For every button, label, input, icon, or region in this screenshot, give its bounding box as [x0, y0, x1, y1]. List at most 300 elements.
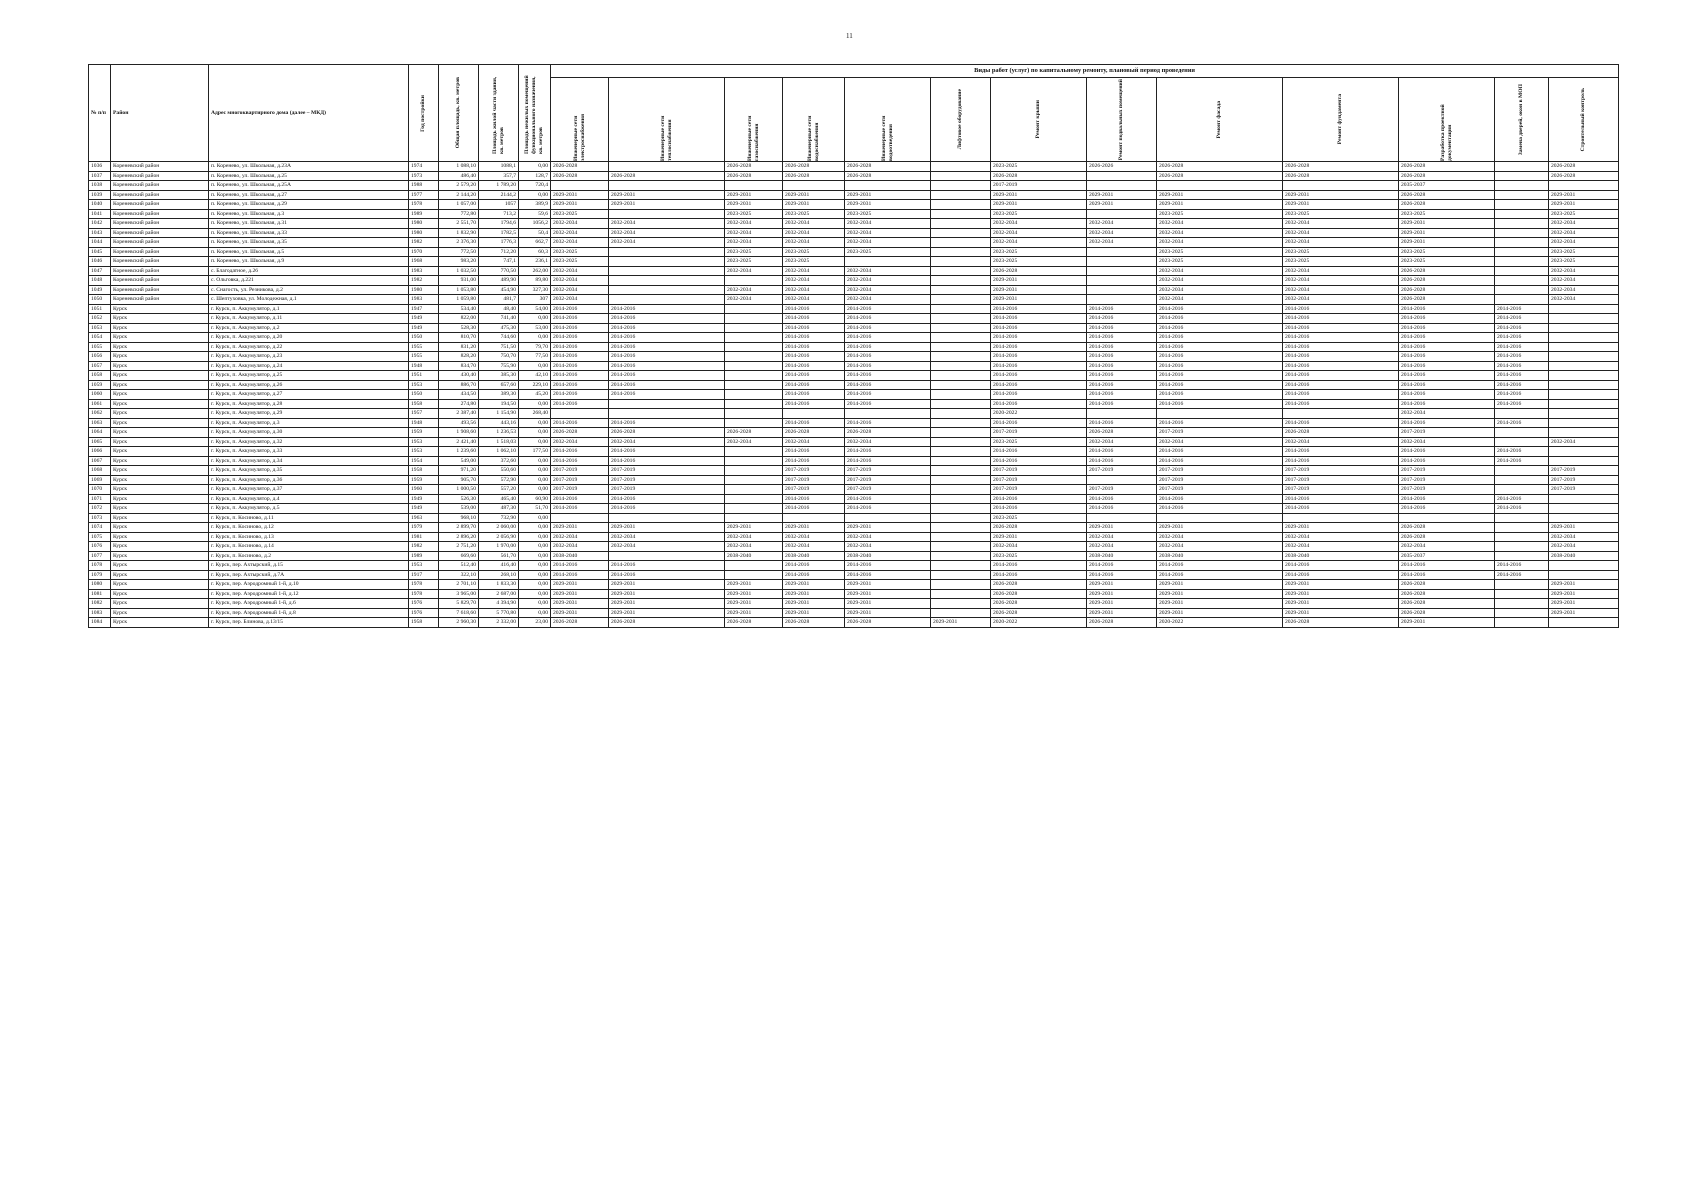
work-period-cell: 2026-2028	[845, 428, 931, 438]
nonres-area-cell: 45,20	[519, 390, 551, 400]
work-period-cell: 2014-2016	[1283, 304, 1399, 314]
row-number: 1078	[89, 561, 111, 571]
work-period-cell: 2032-2034	[845, 238, 931, 248]
work-period-cell: 2014-2016	[1157, 304, 1283, 314]
total-area-cell: 512,40	[439, 561, 479, 571]
row-number: 1075	[89, 532, 111, 542]
address-cell: г. Курск, п. Аккумулятор, д.2	[209, 323, 409, 333]
work-period-cell	[931, 181, 991, 191]
work-period-cell: 2026-2028	[1399, 266, 1495, 276]
district-cell: Курск	[111, 475, 209, 485]
work-period-cell	[725, 390, 783, 400]
work-period-cell: 2017-2019	[551, 475, 609, 485]
work-period-cell: 2032-2034	[551, 276, 609, 286]
total-area-cell: 772,80	[439, 209, 479, 219]
work-period-cell: 2032-2034	[845, 542, 931, 552]
work-period-cell	[845, 513, 931, 523]
work-period-cell	[1283, 513, 1399, 523]
capital-repair-table	[88, 64, 1619, 628]
work-period-cell: 2014-2016	[609, 494, 725, 504]
total-area-cell: 486,40	[439, 171, 479, 181]
work-period-cell	[1157, 513, 1283, 523]
address-cell: п. Коренево, ул. Школьная, д.5	[209, 247, 409, 257]
work-period-cell	[1283, 181, 1399, 191]
work-period-cell: 2014-2016	[783, 418, 845, 428]
row-number: 1076	[89, 542, 111, 552]
total-area-cell: 2 376,30	[439, 238, 479, 248]
work-period-cell: 2029-2031	[1549, 599, 1619, 609]
work-period-cell: 2029-2031	[1549, 200, 1619, 210]
work-period-cell: 2032-2034	[783, 542, 845, 552]
work-period-cell: 2026-2028	[1157, 162, 1283, 172]
page-number: 11	[846, 32, 853, 40]
work-period-cell: 2032-2034	[991, 228, 1087, 238]
district-cell: Курск	[111, 504, 209, 514]
work-period-cell: 2026-2028	[1399, 608, 1495, 618]
work-period-cell: 2017-2019	[1283, 485, 1399, 495]
work-period-cell: 2032-2034	[1157, 532, 1283, 542]
table-row	[89, 456, 1619, 466]
work-period-cell: 2014-2016	[1157, 504, 1283, 514]
work-period-cell: 2014-2016	[1157, 314, 1283, 324]
work-period-cell: 2029-2031	[845, 580, 931, 590]
total-area-cell: 2 896,20	[439, 532, 479, 542]
living-area-cell: 713,2	[479, 209, 519, 219]
work-period-cell: 2014-2016	[551, 323, 609, 333]
work-period-cell: 2029-2031	[991, 190, 1087, 200]
year-cell: 1970	[409, 247, 439, 257]
work-period-cell	[1087, 257, 1157, 267]
table-row	[89, 390, 1619, 400]
work-period-cell: 2017-2019	[1399, 475, 1495, 485]
work-period-cell: 2014-2016	[1087, 371, 1157, 381]
work-period-cell: 2014-2016	[1087, 323, 1157, 333]
work-period-cell: 2029-2031	[551, 589, 609, 599]
year-cell: 1958	[409, 466, 439, 476]
work-period-cell: 2014-2016	[845, 399, 931, 409]
year-cell: 1968	[409, 257, 439, 267]
work-period-cell: 2032-2034	[1283, 219, 1399, 229]
work-period-cell	[1549, 371, 1619, 381]
work-period-cell: 2026-2028	[1399, 589, 1495, 599]
work-period-cell	[931, 475, 991, 485]
work-period-cell: 2029-2031	[1157, 599, 1283, 609]
living-area-cell: 1782,5	[479, 228, 519, 238]
work-period-cell: 2014-2016	[845, 304, 931, 314]
work-period-cell	[1549, 447, 1619, 457]
row-number: 1055	[89, 342, 111, 352]
work-period-cell: 2038-2040	[783, 551, 845, 561]
work-period-cell: 2032-2034	[991, 219, 1087, 229]
work-period-cell: 2014-2016	[845, 561, 931, 571]
work-period-cell: 2014-2016	[991, 561, 1087, 571]
work-period-cell: 2032-2034	[1157, 219, 1283, 229]
work-period-cell	[931, 257, 991, 267]
row-number: 1041	[89, 209, 111, 219]
work-period-cell: 2014-2016	[609, 342, 725, 352]
work-period-cell: 2014-2016	[1399, 352, 1495, 362]
address-cell: г. Курск, п. Аккумулятор, д.34	[209, 456, 409, 466]
work-period-cell: 2029-2031	[1283, 589, 1399, 599]
living-area-cell: 5 770,80	[479, 608, 519, 618]
work-period-cell	[725, 504, 783, 514]
address-cell: г. Курск, п. Аккумулятор, д.36	[209, 475, 409, 485]
nonres-area-cell: 662,7	[519, 238, 551, 248]
address-cell: г. Курск, п. Аккумулятор, д.3	[209, 418, 409, 428]
nonres-area-cell: 50,4	[519, 228, 551, 238]
work-period-cell: 2014-2016	[1495, 418, 1549, 428]
work-period-cell: 2029-2031	[1549, 523, 1619, 533]
work-period-cell	[931, 266, 991, 276]
total-area-cell: 528,30	[439, 323, 479, 333]
work-period-cell: 2014-2016	[1495, 447, 1549, 457]
district-cell: Кореневский район	[111, 266, 209, 276]
work-period-cell: 2023-2025	[725, 257, 783, 267]
work-period-cell: 2032-2034	[1087, 228, 1157, 238]
living-area-cell: 372,60	[479, 456, 519, 466]
address-cell: с. Ольговка, д.221	[209, 276, 409, 286]
district-cell: Курск	[111, 589, 209, 599]
nonres-area-cell: 59,6	[519, 209, 551, 219]
work-period-cell: 2017-2019	[1549, 466, 1619, 476]
total-area-cell: 968,10	[439, 513, 479, 523]
row-number: 1052	[89, 314, 111, 324]
year-cell: 1949	[409, 494, 439, 504]
work-period-cell: 2029-2031	[1549, 589, 1619, 599]
work-period-cell: 2032-2034	[1087, 532, 1157, 542]
work-period-cell	[1549, 304, 1619, 314]
work-period-cell	[725, 304, 783, 314]
work-period-cell: 2026-2028	[1087, 428, 1157, 438]
work-period-cell: 2017-2019	[845, 466, 931, 476]
living-area-cell: 1 518,03	[479, 437, 519, 447]
living-area-cell: 2 060,00	[479, 523, 519, 533]
address-cell: г. Курск, п. Косиново, д.2	[209, 551, 409, 561]
work-period-cell: 2032-2034	[845, 437, 931, 447]
nonres-area-cell: 236,1	[519, 257, 551, 267]
work-period-cell: 2029-2031	[609, 599, 725, 609]
district-cell: Кореневский район	[111, 257, 209, 267]
work-period-cell: 2026-2028	[845, 618, 931, 628]
total-area-cell: 1 088,10	[439, 162, 479, 172]
living-area-cell: 750,70	[479, 352, 519, 362]
work-period-cell: 2014-2016	[1087, 333, 1157, 343]
work-period-cell	[1087, 513, 1157, 523]
work-period-cell	[931, 409, 991, 419]
row-number: 1056	[89, 352, 111, 362]
living-area-cell: 487,30	[479, 504, 519, 514]
nonres-area-cell: 0,00	[519, 599, 551, 609]
work-period-cell	[845, 257, 931, 267]
work-period-cell: 2023-2025	[1157, 247, 1283, 257]
address-cell: п. Коренево, ул. Школьная, д.3	[209, 209, 409, 219]
district-cell: Курск	[111, 333, 209, 343]
work-period-cell: 2026-2028	[551, 428, 609, 438]
year-cell: 1954	[409, 456, 439, 466]
nonres-area-cell: 268,40	[519, 409, 551, 419]
work-period-cell: 2023-2025	[991, 209, 1087, 219]
work-period-cell	[931, 219, 991, 229]
work-period-cell	[1495, 171, 1549, 181]
living-area-cell: 755,90	[479, 361, 519, 371]
work-period-cell: 2014-2016	[845, 570, 931, 580]
work-period-cell: 2014-2016	[1283, 352, 1399, 362]
work-period-cell: 2014-2016	[991, 342, 1087, 352]
district-cell: Курск	[111, 418, 209, 428]
address-cell: г. Курск, п. Косиново, д.11	[209, 513, 409, 523]
work-period-cell: 2014-2016	[991, 371, 1087, 381]
work-period-cell: 2014-2016	[1283, 342, 1399, 352]
work-period-cell: 2014-2016	[845, 447, 931, 457]
district-cell: Курск	[111, 314, 209, 324]
work-period-cell: 2014-2016	[991, 418, 1087, 428]
year-cell: 1949	[409, 504, 439, 514]
work-period-cell: 2014-2016	[609, 314, 725, 324]
year-cell: 1976	[409, 608, 439, 618]
work-period-cell	[931, 228, 991, 238]
work-period-cell: 2014-2016	[1283, 323, 1399, 333]
work-period-cell: 2032-2034	[551, 295, 609, 305]
header-work-3: Инженерные сети водоснабжения	[783, 78, 845, 162]
work-period-cell: 2017-2019	[551, 485, 609, 495]
work-period-cell: 2026-2028	[725, 162, 783, 172]
nonres-area-cell: 720,4	[519, 181, 551, 191]
work-period-cell: 2032-2034	[1283, 542, 1399, 552]
work-period-cell: 2017-2019	[1157, 475, 1283, 485]
total-area-cell: 2 899,70	[439, 523, 479, 533]
work-period-cell	[1399, 513, 1495, 523]
work-period-cell	[931, 523, 991, 533]
work-period-cell: 2032-2034	[783, 437, 845, 447]
work-period-cell	[725, 399, 783, 409]
work-period-cell: 2014-2016	[1399, 323, 1495, 333]
work-period-cell: 2032-2034	[1549, 266, 1619, 276]
table-row	[89, 219, 1619, 229]
work-period-cell: 2014-2016	[845, 314, 931, 324]
work-period-cell	[609, 247, 725, 257]
work-period-cell	[725, 475, 783, 485]
year-cell: 1983	[409, 266, 439, 276]
work-period-cell	[931, 551, 991, 561]
year-cell: 1989	[409, 551, 439, 561]
work-period-cell: 2029-2031	[845, 190, 931, 200]
work-period-cell: 2032-2034	[783, 219, 845, 229]
work-period-cell: 2014-2016	[551, 456, 609, 466]
work-period-cell: 2029-2031	[551, 190, 609, 200]
work-period-cell: 2014-2016	[991, 399, 1087, 409]
work-period-cell: 2014-2016	[845, 323, 931, 333]
work-period-cell: 2023-2025	[1283, 257, 1399, 267]
work-period-cell: 2017-2019	[991, 181, 1087, 191]
total-area-cell: 2 387,40	[439, 409, 479, 419]
work-period-cell: 2014-2016	[1157, 342, 1283, 352]
work-period-cell: 2014-2016	[1495, 399, 1549, 409]
header-work-12: Строительный контроль	[1549, 78, 1619, 162]
work-period-cell: 2014-2016	[783, 371, 845, 381]
work-period-cell: 2032-2034	[1549, 228, 1619, 238]
district-cell: Кореневский район	[111, 285, 209, 295]
year-cell: 1977	[409, 190, 439, 200]
work-period-cell	[1495, 475, 1549, 485]
address-cell: г. Курск, п. Аккумулятор, д.1	[209, 304, 409, 314]
work-period-cell	[931, 608, 991, 618]
work-period-cell	[1087, 409, 1157, 419]
work-period-cell: 2014-2016	[845, 333, 931, 343]
address-cell: с. Снагость, ул. Резникова, д.2	[209, 285, 409, 295]
work-period-cell	[845, 181, 931, 191]
work-period-cell	[1495, 276, 1549, 286]
work-period-cell: 2023-2025	[1283, 247, 1399, 257]
work-period-cell	[1087, 247, 1157, 257]
work-period-cell: 2032-2034	[783, 285, 845, 295]
work-period-cell: 2014-2016	[783, 390, 845, 400]
work-period-cell: 2029-2031	[609, 190, 725, 200]
year-cell: 1955	[409, 352, 439, 362]
work-period-cell: 2032-2034	[1283, 295, 1399, 305]
row-number: 1048	[89, 276, 111, 286]
work-period-cell: 2014-2016	[1087, 314, 1157, 324]
nonres-area-cell: 128,7	[519, 171, 551, 181]
work-period-cell: 2014-2016	[609, 418, 725, 428]
year-cell: 1949	[409, 314, 439, 324]
work-period-cell	[931, 542, 991, 552]
work-period-cell: 2032-2034	[1549, 542, 1619, 552]
work-period-cell: 2014-2016	[783, 504, 845, 514]
living-area-cell: 194,50	[479, 399, 519, 409]
work-period-cell	[725, 513, 783, 523]
address-cell: п. Коренево, ул. Школьная, д.27	[209, 190, 409, 200]
work-period-cell: 2026-2028	[1399, 171, 1495, 181]
work-period-cell: 2029-2031	[725, 200, 783, 210]
table-row	[89, 295, 1619, 305]
total-area-cell: 822,00	[439, 314, 479, 324]
total-area-cell: 534,40	[439, 304, 479, 314]
total-area-cell: 971,20	[439, 466, 479, 476]
work-period-cell: 2014-2016	[783, 561, 845, 571]
work-period-cell: 2026-2028	[991, 171, 1087, 181]
work-period-cell: 2014-2016	[551, 342, 609, 352]
work-period-cell: 2029-2031	[783, 580, 845, 590]
total-area-cell: 5 829,70	[439, 599, 479, 609]
living-area-cell: 657,60	[479, 380, 519, 390]
district-cell: Курск	[111, 608, 209, 618]
work-period-cell: 2032-2034	[1399, 542, 1495, 552]
work-period-cell: 2026-2028	[551, 162, 609, 172]
district-cell: Курск	[111, 399, 209, 409]
work-period-cell	[931, 466, 991, 476]
living-area-cell: 475,30	[479, 323, 519, 333]
work-period-cell: 2014-2016	[1087, 342, 1157, 352]
work-period-cell	[931, 589, 991, 599]
work-period-cell: 2029-2031	[1283, 580, 1399, 590]
work-period-cell: 2029-2031	[845, 523, 931, 533]
work-period-cell	[931, 504, 991, 514]
district-cell: Кореневский район	[111, 295, 209, 305]
work-period-cell	[1549, 618, 1619, 628]
work-period-cell	[1549, 570, 1619, 580]
work-period-cell: 2014-2016	[991, 570, 1087, 580]
nonres-area-cell: 0,00	[519, 475, 551, 485]
total-area-cell: 931,00	[439, 276, 479, 286]
address-cell: п. Коренево, ул. Школьная, д.31	[209, 219, 409, 229]
work-period-cell: 2038-2040	[1549, 551, 1619, 561]
nonres-area-cell: 389,9	[519, 200, 551, 210]
table-row	[89, 580, 1619, 590]
total-area-cell: 1 832,90	[439, 228, 479, 238]
work-period-cell: 2032-2034	[845, 285, 931, 295]
year-cell: 1959	[409, 475, 439, 485]
work-period-cell: 2014-2016	[551, 504, 609, 514]
row-number: 1071	[89, 494, 111, 504]
work-period-cell: 2029-2031	[1283, 200, 1399, 210]
work-period-cell: 2032-2034	[1549, 238, 1619, 248]
nonres-area-cell: 327,30	[519, 285, 551, 295]
address-cell: п. Коренево, ул. Школьная, д.25	[209, 171, 409, 181]
work-period-cell: 2029-2031	[783, 523, 845, 533]
work-period-cell: 2032-2034	[991, 542, 1087, 552]
header-year: Год постройки	[409, 65, 439, 162]
address-cell: п. Коренево, ул. Школьная, д.23А	[209, 162, 409, 172]
total-area-cell: 669,60	[439, 551, 479, 561]
district-cell: Кореневский район	[111, 162, 209, 172]
nonres-area-cell: 0,00	[519, 456, 551, 466]
work-period-cell: 2029-2031	[1087, 589, 1157, 599]
work-period-cell: 2014-2016	[1495, 352, 1549, 362]
table-row	[89, 589, 1619, 599]
table-row	[89, 618, 1619, 628]
work-period-cell: 2014-2016	[609, 380, 725, 390]
total-area-cell: 434,50	[439, 390, 479, 400]
work-period-cell: 2026-2028	[783, 428, 845, 438]
address-cell: г. Курск, пер. Аэродромный 1-й, д.8	[209, 608, 409, 618]
header-living-area: Площадь жилой части здания, кв. метров	[479, 65, 519, 162]
work-period-cell	[931, 390, 991, 400]
address-cell: п. Коренево, ул. Школьная, д.9	[209, 257, 409, 267]
work-period-cell: 2032-2034	[725, 542, 783, 552]
work-period-cell: 2014-2016	[1157, 447, 1283, 457]
work-period-cell: 2026-2028	[1399, 200, 1495, 210]
table-row	[89, 162, 1619, 172]
work-period-cell: 2014-2016	[1283, 447, 1399, 457]
year-cell: 1980	[409, 285, 439, 295]
row-number: 1062	[89, 409, 111, 419]
living-area-cell: 4 394,90	[479, 599, 519, 609]
work-period-cell: 2023-2025	[1399, 257, 1495, 267]
work-period-cell: 2014-2016	[1283, 399, 1399, 409]
work-period-cell: 2032-2034	[1283, 437, 1399, 447]
living-area-cell: 572,90	[479, 475, 519, 485]
year-cell: 1949	[409, 323, 439, 333]
table-row	[89, 181, 1619, 191]
work-period-cell: 2023-2025	[991, 437, 1087, 447]
work-period-cell: 2017-2019	[1157, 466, 1283, 476]
table-row	[89, 409, 1619, 419]
work-period-cell: 2014-2016	[1283, 456, 1399, 466]
work-period-cell: 2017-2019	[991, 485, 1087, 495]
work-period-cell: 2014-2016	[1495, 333, 1549, 343]
nonres-area-cell: 0,00	[519, 314, 551, 324]
total-area-cell: 1 908,60	[439, 428, 479, 438]
work-period-cell: 2032-2034	[783, 276, 845, 286]
work-period-cell: 2014-2016	[845, 494, 931, 504]
nonres-area-cell: 79,70	[519, 342, 551, 352]
total-area-cell: 834,70	[439, 361, 479, 371]
table-row	[89, 504, 1619, 514]
work-period-cell: 2014-2016	[1399, 561, 1495, 571]
address-cell: г. Курск, п. Аккумулятор, д.20	[209, 333, 409, 343]
work-period-cell: 2038-2040	[551, 551, 609, 561]
nonres-area-cell: 0,00	[519, 532, 551, 542]
